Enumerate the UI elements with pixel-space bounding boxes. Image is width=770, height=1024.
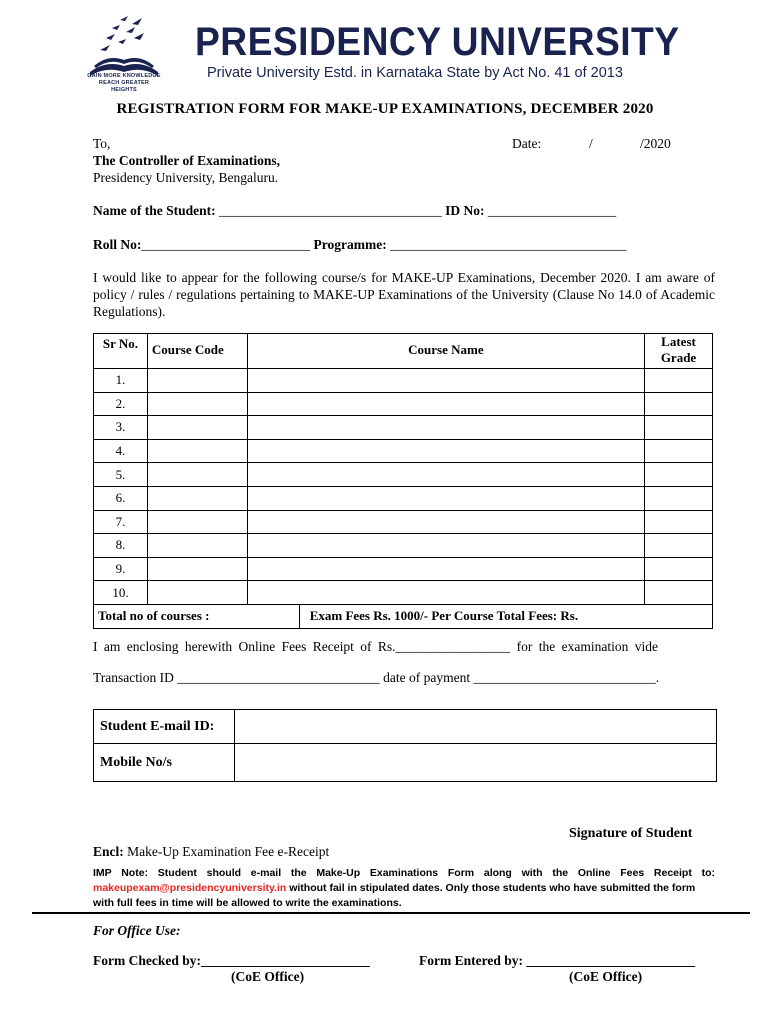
form-entered-sub: (CoE Office) — [569, 969, 643, 984]
logo-tagline-1: GAIN MORE KNOWLEDGE — [87, 73, 161, 79]
course-rows — [94, 369, 713, 605]
header-course-code: Course Code — [147, 334, 247, 369]
roll-blank[interactable]: _________________________ — [141, 237, 311, 252]
form-checked-field[interactable]: Form Checked by:_________________________ — [93, 953, 370, 968]
table-row — [94, 416, 713, 440]
imp-note-suffix: without fail in stipulated dates. Only those students who have submitted the form — [286, 882, 696, 894]
student-name-label: Name of the Student: — [93, 203, 216, 218]
header-sr-no: Sr No. — [94, 334, 148, 369]
university-name: PRESIDENCY UNIVERSITY — [195, 20, 680, 64]
row-course-name[interactable] — [247, 392, 644, 416]
row-course-code[interactable] — [147, 510, 247, 534]
roll-programme-field[interactable] — [93, 237, 626, 253]
imp-note-line-3: with full fees in time will be allowed to write the examinations. — [93, 897, 402, 909]
row-course-name[interactable] — [247, 486, 644, 510]
row-course-code[interactable] — [147, 463, 247, 487]
date-year: /2020 — [640, 136, 671, 151]
row-sr-no: 8. — [94, 534, 148, 558]
row-latest-grade[interactable] — [645, 439, 713, 463]
row-course-code[interactable] — [147, 416, 247, 440]
row-course-code[interactable] — [147, 392, 247, 416]
recipient: The Controller of Examinations, — [93, 153, 281, 168]
to-label: To, — [93, 136, 111, 151]
row-course-name[interactable] — [247, 369, 644, 393]
separator-line — [32, 912, 750, 914]
row-sr-no: 6. — [94, 486, 148, 510]
mobile-row — [94, 744, 717, 782]
enclosure — [93, 844, 329, 860]
row-sr-no: 4. — [94, 439, 148, 463]
row-sr-no: 3. — [94, 416, 148, 440]
table-row — [94, 581, 713, 605]
row-latest-grade[interactable] — [645, 392, 713, 416]
programme-label: Programme: — [313, 237, 387, 252]
row-course-name[interactable] — [247, 510, 644, 534]
mobile-label: Mobile No/s — [94, 744, 235, 782]
email-row — [94, 710, 717, 744]
date-separator: / — [589, 136, 593, 151]
row-course-name[interactable] — [247, 581, 644, 605]
imp-note — [93, 866, 715, 911]
row-sr-no: 10. — [94, 581, 148, 605]
roll-label: Roll No: — [93, 237, 142, 252]
row-latest-grade[interactable] — [645, 581, 713, 605]
header-course-name: Course Name — [247, 334, 644, 369]
total-courses-label[interactable]: Total no of courses : — [94, 604, 300, 628]
contact-table — [93, 709, 717, 782]
university-subtitle: Private University Estd. in Karnataka State by Act No. 41 of 2013 — [207, 65, 623, 81]
imp-email-link[interactable]: makeupexam@presidencyuniversity.in — [93, 882, 287, 894]
table-row — [94, 510, 713, 534]
row-sr-no: 5. — [94, 463, 148, 487]
signature-label: Signature of Student — [569, 826, 693, 841]
row-course-code[interactable] — [147, 581, 247, 605]
table-row — [94, 486, 713, 510]
encl-text: Make-Up Examination Fee e-Receipt — [127, 844, 330, 859]
row-course-name[interactable] — [247, 463, 644, 487]
table-total-row — [94, 604, 713, 628]
exam-fees-label[interactable]: Exam Fees Rs. 1000/- Per Course Total Fees: Rs. — [299, 604, 712, 628]
row-course-code[interactable] — [147, 439, 247, 463]
imp-note-line-2 — [93, 881, 715, 896]
row-course-code[interactable] — [147, 557, 247, 581]
courses-table — [93, 333, 713, 629]
mobile-input[interactable] — [235, 744, 717, 782]
imp-note-line-1: IMP Note: Student should e-mail the Make-Up Examinations Form along with the Online Fees Receipt to: — [93, 867, 715, 879]
row-sr-no: 9. — [94, 557, 148, 581]
header-latest-grade: Latest Grade — [645, 334, 713, 369]
table-row — [94, 557, 713, 581]
row-course-code[interactable] — [147, 534, 247, 558]
row-latest-grade[interactable] — [645, 369, 713, 393]
logo-tagline — [86, 73, 162, 94]
row-course-name[interactable] — [247, 557, 644, 581]
row-latest-grade[interactable] — [645, 486, 713, 510]
logo-tagline-2: REACH GREATER HEIGHTS — [98, 80, 150, 93]
programme-blank[interactable]: ___________________________________ — [390, 237, 627, 252]
row-course-code[interactable] — [147, 486, 247, 510]
student-name-blank[interactable]: _________________________________ — [219, 203, 442, 218]
row-course-name[interactable] — [247, 439, 644, 463]
payment-line-2[interactable]: Transaction ID ______________________________ date of payment ___________________________. — [93, 670, 660, 685]
payment-line-1[interactable]: I am enclosing herewith Online Fees Receipt of Rs._________________ for the examination vide — [93, 639, 659, 654]
table-row — [94, 534, 713, 558]
form-title: REGISTRATION FORM FOR MAKE-UP EXAMINATIONS, DECEMBER 2020 — [116, 101, 654, 117]
form-entered-field[interactable]: Form Entered by: _________________________ — [419, 953, 696, 968]
date-label: Date: — [512, 136, 542, 151]
table-row — [94, 392, 713, 416]
email-input[interactable] — [235, 710, 717, 744]
row-sr-no: 2. — [94, 392, 148, 416]
id-label: ID No: — [445, 203, 485, 218]
email-label: Student E-mail ID: — [94, 710, 235, 744]
recipient-org: Presidency University, Bengaluru. — [93, 170, 279, 185]
intro-paragraph: I would like to appear for the following course/s for MAKE-UP Examinations, December 2020. I am aware of policy / rules / regulations pertaining to MAKE-UP Examinations of the University (Clause No 14.0 of Academic Regulations). — [93, 270, 715, 319]
office-use-heading: For Office Use: — [93, 923, 181, 938]
row-latest-grade[interactable] — [645, 463, 713, 487]
row-course-name[interactable] — [247, 416, 644, 440]
form-checked-sub: (CoE Office) — [231, 969, 305, 984]
student-name-field[interactable] — [93, 203, 616, 219]
row-sr-no: 1. — [94, 369, 148, 393]
row-course-code[interactable] — [147, 369, 247, 393]
row-sr-no: 7. — [94, 510, 148, 534]
table-row — [94, 463, 713, 487]
row-course-name[interactable] — [247, 534, 644, 558]
table-row — [94, 369, 713, 393]
encl-label: Encl: — [93, 844, 124, 859]
row-latest-grade[interactable] — [645, 510, 713, 534]
table-row — [94, 439, 713, 463]
row-latest-grade[interactable] — [645, 416, 713, 440]
row-latest-grade[interactable] — [645, 534, 713, 558]
row-latest-grade[interactable] — [645, 557, 713, 581]
id-blank[interactable]: ___________________ — [487, 203, 617, 218]
